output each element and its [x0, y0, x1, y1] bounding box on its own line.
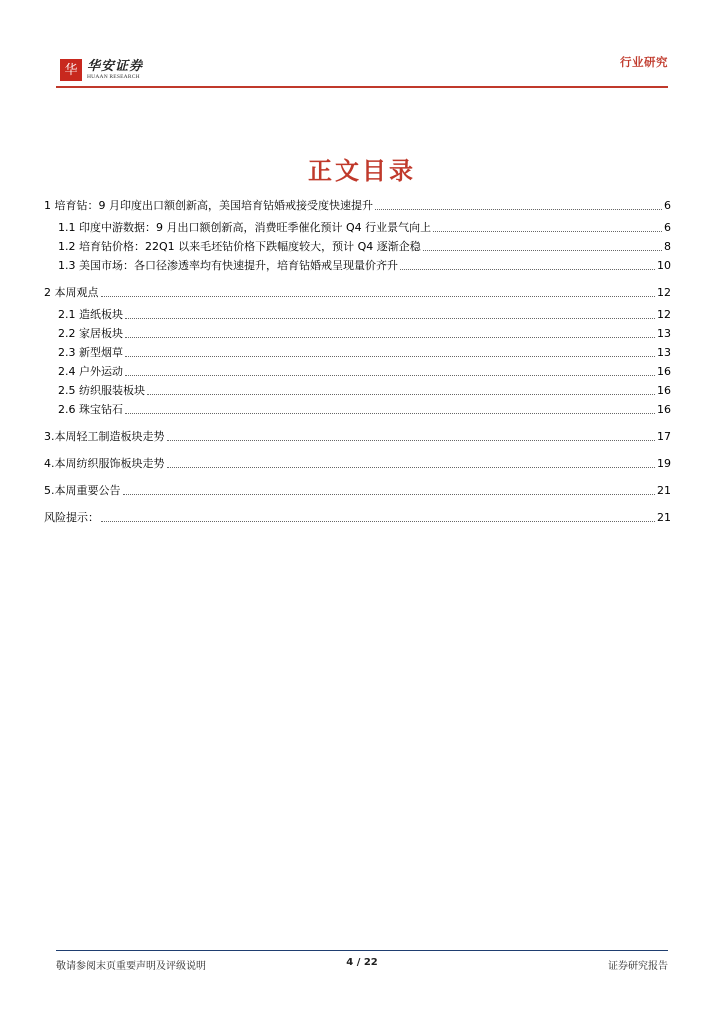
- logo-text: [87, 60, 143, 81]
- toc-entry-title: 2.3 新型烟草: [58, 346, 123, 359]
- logo-english-name: HUAAN RESEARCH: [87, 73, 140, 80]
- toc-leader-dots: [375, 208, 662, 210]
- toc-entry-page: 8: [664, 240, 671, 253]
- toc-entry-title: 2.2 家居板块: [58, 327, 123, 340]
- toc-entry-title: 2.1 造纸板块: [58, 308, 123, 321]
- table-of-contents: [44, 198, 671, 526]
- toc-leader-dots: [101, 295, 656, 297]
- toc-entry-title: 1.2 培育钻价格：22Q1 以来毛坯钻价格下跌幅度较大，预计 Q4 逐渐企稳: [58, 240, 421, 253]
- toc-leader-dots: [125, 412, 655, 414]
- disclaimer-note: 敬请参阅末页重要声明及评级说明: [56, 961, 206, 972]
- toc-entry-page: 6: [664, 199, 671, 212]
- toc-entry[interactable]: [44, 510, 671, 526]
- toc-entry-page: 19: [657, 457, 671, 470]
- toc-leader-dots: [423, 249, 662, 251]
- toc-entry[interactable]: [44, 258, 671, 274]
- toc-leader-dots: [123, 493, 656, 495]
- toc-entry[interactable]: [44, 456, 671, 472]
- toc-entry-page: 21: [657, 511, 671, 524]
- toc-entry-page: 16: [657, 403, 671, 416]
- toc-entry-title: 2.4 户外运动: [58, 365, 123, 378]
- toc-leader-dots: [125, 374, 655, 376]
- toc-entry-page: 6: [664, 221, 671, 234]
- company-logo: [60, 59, 143, 81]
- toc-entry-page: 16: [657, 365, 671, 378]
- toc-leader-dots: [433, 230, 662, 232]
- page-footer: [56, 950, 668, 975]
- toc-entry[interactable]: [44, 364, 671, 380]
- toc-entry[interactable]: [44, 239, 671, 255]
- toc-entry-title: 1.1 印度中游数据：9 月出口额创新高，消费旺季催化预计 Q4 行业景气向上: [58, 221, 432, 234]
- footer-divider: [56, 950, 668, 951]
- toc-entry-title: 2 本周观点: [44, 286, 99, 299]
- toc-leader-dots: [147, 393, 655, 395]
- toc-entry[interactable]: [44, 429, 671, 445]
- toc-entry[interactable]: [44, 345, 671, 361]
- toc-entry-page: 10: [657, 259, 671, 272]
- page-number: 4 / 22: [346, 957, 378, 968]
- toc-leader-dots: [400, 268, 655, 270]
- toc-entry-page: 13: [657, 346, 671, 359]
- toc-entry-title: 3.本周轻工制造板块走势: [44, 430, 165, 443]
- logo-seal-icon: 华: [60, 59, 82, 81]
- toc-entry-page: 17: [657, 430, 671, 443]
- toc-title: 正文目录: [308, 157, 416, 185]
- toc-leader-dots: [101, 520, 655, 522]
- toc-entry-page: 13: [657, 327, 671, 340]
- toc-leader-dots: [125, 317, 655, 319]
- toc-entry-title: 2.6 珠宝钻石: [58, 403, 123, 416]
- toc-entry[interactable]: [44, 220, 671, 236]
- toc-entry[interactable]: [44, 483, 671, 499]
- toc-entry[interactable]: [44, 198, 671, 214]
- toc-entry[interactable]: [44, 383, 671, 399]
- toc-entry-title: 5.本周重要公告: [44, 484, 121, 497]
- report-type-label: 证券研究报告: [608, 961, 668, 972]
- toc-entry-title: 1 培育钻：9 月印度出口额创新高，美国培育钻婚戒接受度快速提升: [44, 199, 373, 212]
- page-header: [56, 50, 668, 90]
- toc-leader-dots: [125, 355, 655, 357]
- toc-leader-dots: [125, 336, 655, 338]
- toc-entry-page: 12: [657, 286, 671, 299]
- toc-entry[interactable]: [44, 307, 671, 323]
- toc-entry-title: 1.3 美国市场：各口径渗透率均有快速提升，培育钻婚戒呈现量价齐升: [58, 259, 398, 272]
- toc-leader-dots: [167, 439, 656, 441]
- toc-entry-title: 2.5 纺织服装板块: [58, 384, 145, 397]
- toc-entry[interactable]: [44, 402, 671, 418]
- toc-entry-page: 21: [657, 484, 671, 497]
- toc-entry[interactable]: [44, 285, 671, 301]
- toc-entry-page: 16: [657, 384, 671, 397]
- toc-entry-page: 12: [657, 308, 671, 321]
- toc-entry-title: 4.本周纺织服饰板块走势: [44, 457, 165, 470]
- document-type-label: 行业研究: [620, 55, 668, 69]
- toc-leader-dots: [167, 466, 656, 468]
- toc-entry[interactable]: [44, 326, 671, 342]
- logo-chinese-name: 华安证券: [87, 58, 144, 74]
- header-divider: [56, 86, 668, 88]
- toc-entry-title: 风险提示：: [44, 511, 99, 524]
